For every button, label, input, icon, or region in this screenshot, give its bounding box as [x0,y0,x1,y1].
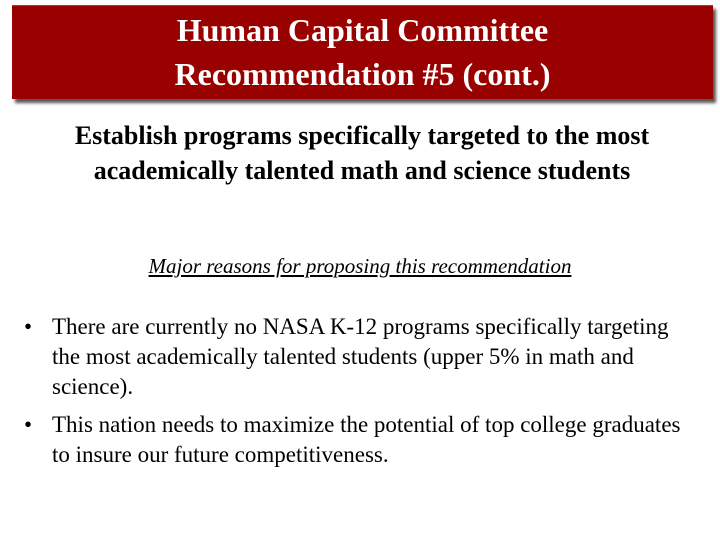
bullet-item [24,410,694,470]
bullet-marker: • [24,412,33,437]
reasons-heading: Major reasons for proposing this recommendation [148,254,572,278]
bullet-list [24,312,694,478]
title-line-2: Recommendation #5 (cont.) [174,56,551,92]
bullet-marker: • [24,314,33,339]
bullet-item [24,312,694,402]
recommendation-subtitle: Establish programs specifically targeted to the most academically talented math and science students [74,121,650,185]
slide-title [12,5,713,96]
bullet-text: This nation needs to maximize the potential of top college graduates to insure our future competitiveness. [52,412,681,467]
bullet-text: There are currently no NASA K-12 programs specifically targeting the most academically talented students (upper 5% in math and science). [52,314,669,399]
title-line-1: Human Capital Committee [176,12,549,48]
